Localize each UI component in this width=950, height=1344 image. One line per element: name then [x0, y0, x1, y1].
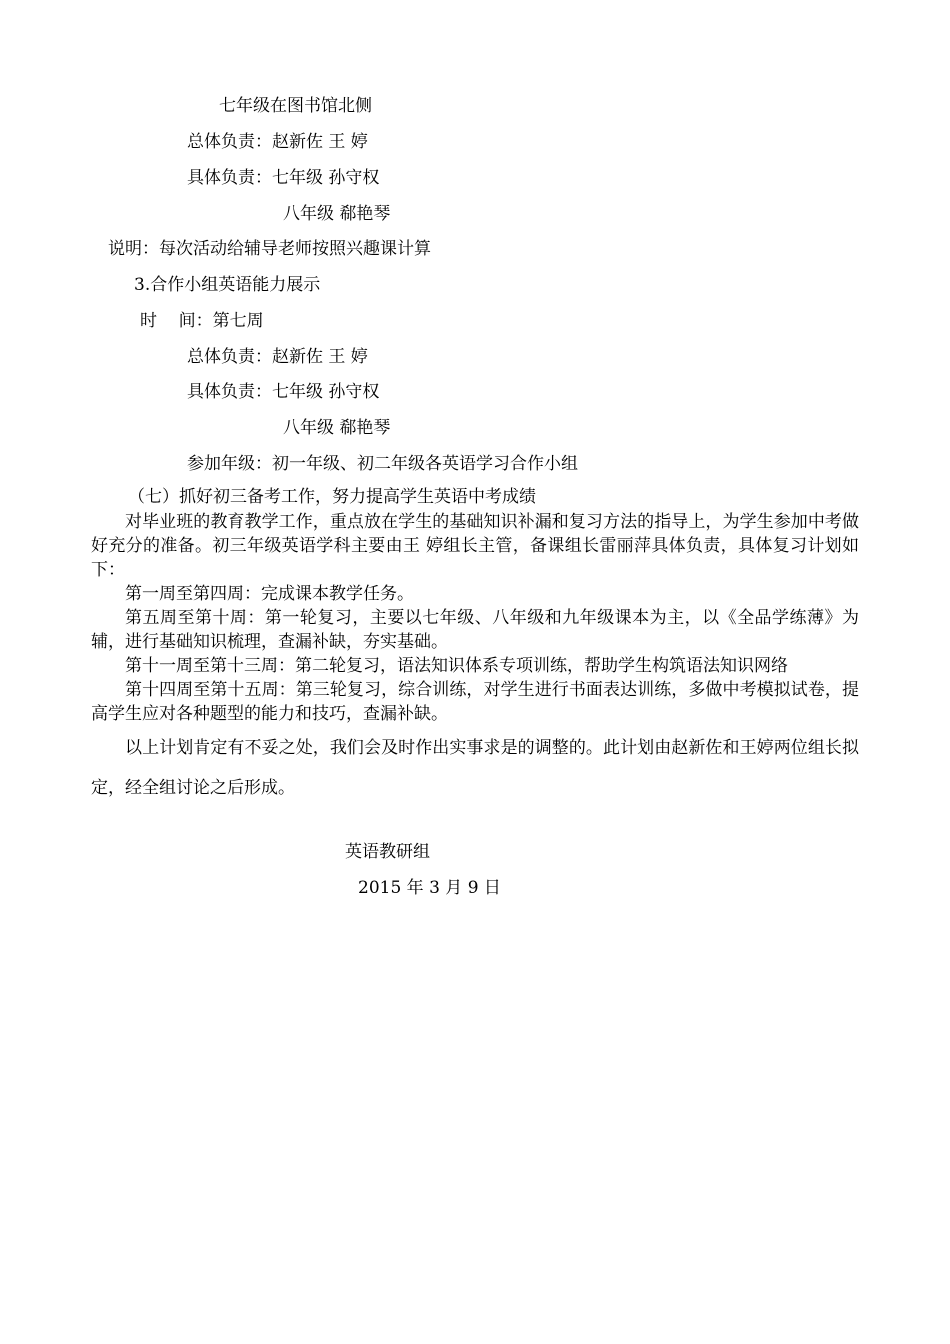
activity2-note: 说明：每次活动给辅导老师按照兴趣课计算	[108, 239, 431, 259]
section-seven-intro: 对毕业班的教育教学工作，重点放在学生的基础知识补漏和复习方法的指导上，为学生参加中考做好充分的准备。初三年级英语学科主要由王 婷组长主管，备课组长雷丽萍具体负责，具体复习计划如下：	[91, 512, 859, 580]
section-seven-heading: （七）抓好初三备考工作，努力提高学生英语中考成绩	[128, 487, 536, 507]
plan-week1-4: 第一周至第四周：完成课本教学任务。	[125, 584, 414, 604]
activity3-overall-lead: 总体负责：赵新佐 王 婷	[187, 347, 368, 367]
activity3-time: 时 间：第七周	[140, 311, 264, 331]
signature-date: 2015 年 3 月 9 日	[358, 878, 501, 898]
activity3-specific-lead-grade7: 具体负责：七年级 孙守权	[187, 382, 380, 402]
activity3-specific-lead-grade8: 八年级 郗艳琴	[283, 418, 391, 438]
plan-conclusion: 以上计划肯定有不妥之处，我们会及时作出实事求是的调整的。此计划由赵新佐和王婷两位组长拟定，经全组讨论之后形成。	[91, 738, 859, 798]
plan-week11-13: 第十一周至第十三周：第二轮复习，语法知识体系专项训练，帮助学生构筑语法知识网络	[125, 656, 788, 676]
activity2-location: 七年级在图书馆北侧	[219, 96, 372, 116]
activity2-overall-lead: 总体负责：赵新佐 王 婷	[187, 132, 368, 152]
plan-week14-15: 第十四周至第十五周：第三轮复习，综合训练，对学生进行书面表达训练，多做中考模拟试卷，提高学生应对各种题型的能力和技巧，查漏补缺。	[91, 680, 859, 724]
activity2-specific-lead-grade8: 八年级 郗艳琴	[283, 204, 391, 224]
plan-week5-10: 第五周至第十周：第一轮复习，主要以七年级、八年级和九年级课本为主，以《全品学练薄》为辅，进行基础知识梳理，查漏补缺，夯实基础。	[91, 608, 859, 652]
activity3-title: 3.合作小组英语能力展示	[134, 275, 321, 295]
activity2-specific-lead-grade7: 具体负责：七年级 孙守权	[187, 168, 380, 188]
activity3-participants: 参加年级：初一年级、初二年级各英语学习合作小组	[187, 454, 578, 474]
signature-group: 英语教研组	[345, 842, 430, 862]
